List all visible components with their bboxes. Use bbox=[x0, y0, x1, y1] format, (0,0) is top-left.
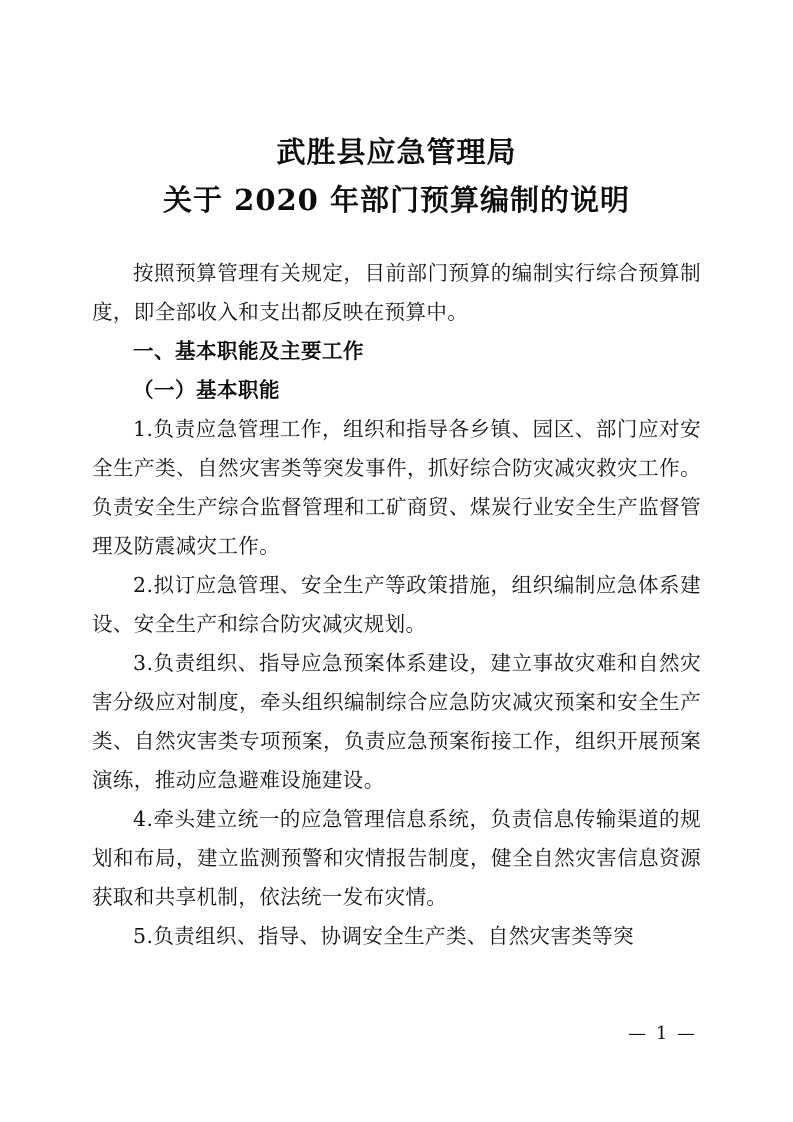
paragraph-item-5: 5.负责组织、指导、协调安全生产类、自然灾害类等突 bbox=[133, 924, 635, 948]
page-number: — 1 — bbox=[628, 1023, 697, 1044]
section-heading-1: 一、基本职能及主要工作 bbox=[133, 339, 364, 363]
document-title bbox=[92, 0, 701, 224]
paragraph-item-3: 3.负责组织、指导应急预案体系建设，建立事故灾难和自然灾害分级应对制度，牵头组织编制综合应急防灾减灾预案和安全生产类、自然灾害类专项预案，负责应急预案衔接工作，组织开展预案演练，推动应急避难设施建设。 bbox=[92, 651, 701, 792]
paragraph-item-4: 4.牵头建立统一的应急管理信息系统，负责信息传输渠道的规划和布局，建立监测预警和灾情报告制度，健全自然灾害信息资源获取和共享机制，依法统一发布灾情。 bbox=[92, 807, 701, 909]
paragraph-item-1: 1.负责应急管理工作，组织和指导各乡镇、园区、部门应对安全生产类、自然灾害类等突发事件，抓好综合防灾减灾救灾工作。负责安全生产综合监督管理和工矿商贸、煤炭行业安全生产监督管理及防震减灾工作。 bbox=[92, 417, 701, 558]
title-line-2: 关于 2020 年部门预算编制的说明 bbox=[163, 183, 630, 217]
document-body bbox=[92, 254, 701, 956]
paragraph-item-2: 2.拟订应急管理、安全生产等政策措施，组织编制应急体系建设、安全生产和综合防灾减灾规划。 bbox=[92, 573, 701, 636]
paragraph-intro: 按照预算管理有关规定，目前部门预算的编制实行综合预算制度，即全部收入和支出都反映在预算中。 bbox=[92, 261, 701, 324]
subsection-heading-1-1: （一）基本职能 bbox=[133, 378, 280, 402]
title-line-1: 武胜县应急管理局 bbox=[276, 135, 517, 169]
